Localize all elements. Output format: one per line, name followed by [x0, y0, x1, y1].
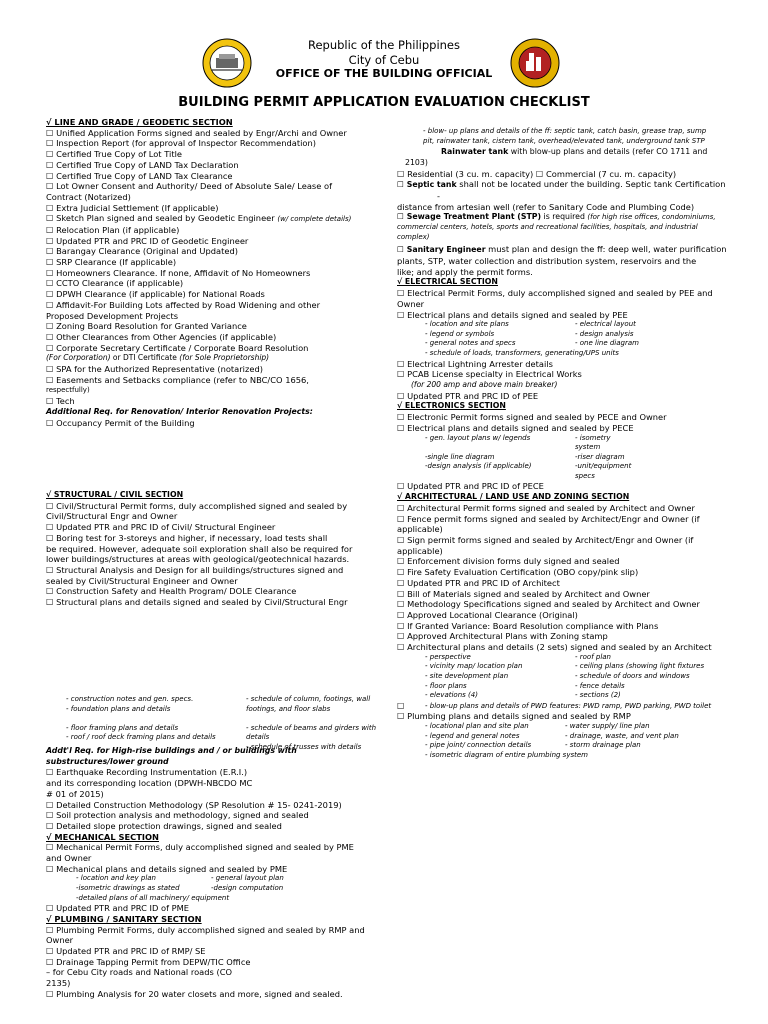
page-title: BUILDING PERMIT APPLICATION EVALUATION CHECKLIST	[178, 95, 590, 110]
checklist-line: - schedule of trusses with details	[246, 742, 362, 751]
checklist-line: - schedule of column, footings, wall	[246, 695, 371, 703]
checklist-line: ☐ Mechanical plans and details signed and sealed by PME	[46, 863, 288, 874]
checklist-line: and its corresponding location (DPWH-NBCDO MC	[46, 778, 253, 789]
plumbing-plans-item: ☐ Plumbing plans and details signed and sealed by RMP	[397, 711, 631, 722]
sketch-plan-item: ☐ Sketch Plan signed and sealed by Geodetic Engineer (w/ complete details)	[46, 213, 352, 224]
electronics-sub-details	[397, 434, 737, 482]
checklist-line	[211, 894, 351, 904]
checklist-line: ☐ Structural Analysis and Design for all buildings/structures signed and	[46, 564, 344, 575]
checklist-line: ☐ Detailed slope protection drawings, signed and sealed	[46, 820, 282, 831]
checklist-line: - pipe joint/ connection details	[425, 741, 532, 750]
checklist-line: ☐ Corporate Secretary Certificate / Corporate Board Resolution	[46, 342, 309, 353]
structural-items	[46, 501, 392, 608]
mechanical-sub-details	[46, 874, 392, 903]
stp-lines	[397, 223, 737, 242]
checklist-line: ☐ Civil/Structural Permit forms, duly accomplished signed and sealed by	[46, 500, 348, 511]
checklist-line: ☐ Architectural Permit forms signed and sealed by Architect and Owner	[397, 502, 695, 513]
checklist-line: ☐ Plumbing Analysis for 20 water closets and more, signed and sealed.	[46, 988, 343, 999]
checklist-line: - location and key plan	[76, 874, 156, 883]
electronics-items	[397, 412, 737, 433]
checklist-line: ☐ Fence permit forms signed and sealed by Architect/Engr and Owner (if	[397, 513, 700, 524]
checklist-line: ☐ Certified True Copy of Lot Title	[46, 149, 182, 160]
electrical-items-2	[397, 359, 737, 380]
checklist-line: - locational plan and site plan	[425, 722, 529, 731]
checklist-line: ☐ Certified True Copy of LAND Tax Declaration	[46, 159, 239, 170]
checklist-line: - electrical layout	[575, 320, 636, 329]
structural-plan-left	[66, 695, 246, 753]
checklist-line: commercial centers, hotels, sports and recreational facilities, hospitals, and industrial	[397, 223, 698, 232]
electrical-sub-details	[397, 320, 737, 358]
checklist-line: and Owner	[46, 853, 92, 864]
checklist-line: ☐ Electronic Permit forms signed and sealed by PECE and Owner	[397, 412, 667, 423]
checklist-line: -detailed plans of all machinery/ equipment	[76, 893, 230, 902]
checklist-line: complex)	[397, 232, 430, 241]
checklist-line: ☐ Relocation Plan (if applicable)	[46, 224, 180, 235]
checklist-line: Contract (Notarized)	[46, 191, 131, 202]
checklist-line: ☐ Updated PTR and PRC ID of Civil/ Structural Engineer	[46, 522, 276, 533]
right-column	[397, 127, 737, 760]
electrical-section-title: √ ELECTRICAL SECTION	[397, 277, 498, 287]
checklist-line: footings, and floor slabs	[246, 704, 331, 713]
dash-line: -	[437, 191, 440, 201]
checklist-line: sealed by Civil/Structural Engineer and Owner	[46, 575, 238, 586]
checklist-line: Owner	[397, 298, 425, 309]
pwd-features-item: ☐ - blow-up plans and details of PWD features: PWD ramp, PWD parking, PWD toilet	[397, 700, 712, 711]
highrise-heading: Addt'l Req. for High-rise buildings and / or buildings with	[46, 746, 297, 755]
checklist-line: ☐ Detailed Construction Methodology (SP Resolution # 15- 0241-2019)	[46, 799, 342, 810]
checklist-line: ☐ Inspection Report (for approval of Inspector Recommendation)	[46, 138, 316, 149]
checklist-line: - general notes and specs	[425, 339, 516, 348]
checklist-line: ☐ CCTO Clearance (if applicable)	[46, 278, 184, 289]
checklist-line: - legend and general notes	[425, 731, 520, 740]
checklist-line: - site development plan	[425, 671, 509, 680]
checklist-line: - gen. layout plans w/ legends	[425, 433, 531, 442]
checklist-line: ☐ Electrical Lightning Arrester details	[397, 358, 553, 369]
checklist-line: ☐ Fire Safety Evaluation Certification (OBO copy/pink slip)	[397, 567, 639, 578]
architectural-items	[397, 503, 737, 653]
checklist-line: pit, rainwater tank, cistern tank, overhead/elevated tank, underground tank STP	[423, 136, 705, 145]
renovation-heading: Additional Req. for Renovation/ Interior Renovation Projects:	[46, 406, 313, 416]
artesian-well-item: distance from artesian well (refer to Sanitary Code and Plumbing Code)	[397, 201, 695, 212]
checklist-line: ☐ Structural plans and details signed and sealed by Civil/Structural Engr	[46, 597, 348, 608]
checklist-line	[425, 443, 575, 453]
line-grade-section-title: √ LINE AND GRADE / GEODETIC SECTION	[46, 117, 233, 127]
structural-plan-details	[66, 695, 396, 753]
checklist-line: -riser diagram	[575, 452, 625, 461]
plumbing-plans-sub-left	[425, 722, 588, 760]
checklist-line: - design analysis	[575, 329, 634, 338]
checklist-line: ☐ Earthquake Recording Instrumentation (E.R.I.)	[46, 767, 248, 778]
architectural-sub-details	[397, 653, 737, 701]
checklist-line: ☐ Updated PTR and PRC ID of PEE	[397, 390, 539, 401]
occupancy-item: ☐ Occupancy Permit of the Building	[46, 417, 195, 428]
checklist-line: - schedule of doors and windows	[575, 671, 690, 680]
checklist-line: # 01 of 2015)	[46, 788, 104, 799]
line-grade-items	[46, 128, 392, 214]
electronics-section-title: √ ELECTRONICS SECTION	[397, 401, 506, 411]
checklist-line: ☐ Construction Safety and Health Program/ DOLE Clearance	[46, 586, 297, 597]
sanitary-lines	[397, 256, 737, 277]
checklist-line: - general layout plan	[211, 874, 284, 883]
structural-section	[46, 490, 392, 608]
checklist-line: - roof / roof deck framing plans and details	[66, 733, 216, 742]
plumbing-items	[46, 925, 392, 1000]
checklist-line: ☐ Enforcement division forms duly signed and sealed	[397, 556, 620, 567]
checklist-line	[575, 349, 695, 359]
checklist-line: applicable)	[397, 545, 443, 556]
checklist-line: - vicinity map/ location plan	[425, 662, 523, 671]
checklist-line: - schedule of beams and girders with	[246, 723, 377, 732]
stp-item: ☐ Sewage Treatment Plant (STP) is required (for high rise offices, condominiums,	[397, 212, 716, 222]
mechanical-ptr-item: ☐ Updated PTR and PRC ID of PME	[46, 903, 190, 914]
checklist-line: ☐ Electrical plans and details signed and sealed by PECE	[397, 422, 634, 433]
checklist-line: ☐ Updated PTR and PRC ID of Geodetic Engineer	[46, 235, 249, 246]
checklist-line: system	[575, 443, 601, 452]
checklist-line: - isometry	[575, 433, 611, 442]
checklist-line: ☐ Certified True Copy of LAND Tax Clearance	[46, 170, 233, 181]
checklist-line: plants, STP, water collection and distribution system, reservoirs and the	[397, 256, 697, 266]
line-grade-items-3	[46, 364, 392, 385]
header-city: City of Cebu	[348, 53, 420, 67]
checklist-line: ☐ Drainage Tapping Permit from DEPW/TIC Office	[46, 956, 251, 967]
checklist-line: lower buildings/structures at areas with geological/geotechnical hazards.	[46, 554, 350, 565]
checklist-line: ☐ DPWH Clearance (if applicable) for National Roads	[46, 289, 265, 300]
header-office: OFFICE OF THE BUILDING OFFICIAL	[275, 67, 493, 80]
highrise-heading-2: substructures/lower ground	[46, 756, 169, 766]
checklist-line: ☐ SPA for the Authorized Representative (notarized)	[46, 364, 263, 375]
checklist-line: ☐ Lot Owner Consent and Authority/ Deed of Absolute Sale/ Lease of	[46, 181, 332, 192]
plumbing-section-title: √ PLUMBING / SANITARY SECTION	[46, 913, 202, 924]
checklist-line: - fence details	[575, 681, 625, 690]
checklist-line: - perspective	[425, 652, 471, 661]
checklist-line: ☐ Approved Locational Clearance (Original)	[397, 609, 578, 620]
mechanical-sub-left	[76, 874, 230, 903]
rainwater-item-cont: 2103)	[405, 157, 428, 167]
checklist-line: - floor framing plans and details	[66, 723, 179, 732]
checklist-line: - ceiling plans (showing light fixtures	[575, 662, 705, 671]
checklist-line: - blow- up plans and details of the ff: septic tank, catch basin, grease trap, sump	[423, 127, 707, 135]
checklist-line: - legend or symbols	[425, 329, 495, 338]
rainwater-item: Rainwater tank with blow-up plans and details (refer CO 1711 and	[441, 147, 708, 157]
structural-plan-right	[246, 695, 396, 753]
checklist-line: applicable)	[397, 524, 443, 535]
checklist-line: -isometric drawings as stated	[76, 884, 180, 893]
checklist-line: ☐ Other Clearances from Other Agencies (if applicable)	[46, 331, 277, 342]
checklist-line: - water supply/ line plan	[565, 722, 650, 731]
checklist-line: ☐ Sign permit forms signed and sealed by Architect/Engr and Owner (if	[397, 535, 694, 545]
highrise-section	[46, 746, 392, 1000]
structural-section-title: √ STRUCTURAL / CIVIL SECTION	[46, 490, 184, 499]
plumbing-plans-sub-right	[565, 722, 725, 760]
plumbing-plans-sub-details	[397, 722, 737, 760]
checklist-line: - location and site plans	[425, 320, 509, 329]
mechanical-items	[46, 842, 392, 874]
mechanical-sub-right	[211, 874, 351, 903]
checklist-line: be required. However, adequate soil exploration shall also be required for	[46, 543, 353, 554]
checklist-line: Owner	[46, 935, 74, 946]
electrical-items	[397, 288, 737, 320]
tech-item: ☐ Tech	[46, 396, 75, 407]
architectural-sub-right	[575, 653, 735, 701]
electrical-sub-right	[575, 320, 695, 358]
checklist-line: ☐ Affidavit-For Building Lots affected by Road Widening and other	[46, 299, 321, 310]
respectfully-note: respectfully)	[46, 386, 90, 395]
checklist-line: - one line diagram	[575, 339, 639, 348]
checklist-line: Proposed Development Projects	[46, 310, 179, 321]
checklist-line: ☐ Boring test for 3-storeys and higher, if necessary, load tests shall	[46, 532, 328, 543]
architectural-section-title: √ ARCHITECTURAL / LAND USE AND ZONING SECTION	[397, 492, 630, 502]
header-republic: Republic of the Philippines	[307, 38, 461, 52]
amp-note: (for 200 amp and above main breaker)	[411, 380, 558, 389]
left-column	[46, 117, 392, 428]
electronics-ptr-item: ☐ Updated PTR and PRC ID of PECE	[397, 481, 544, 492]
line-grade-items-2	[46, 225, 392, 353]
checklist-line: ☐ Updated PTR and PRC ID of RMP/ SE	[46, 946, 206, 957]
checklist-line: ☐ Barangay Clearance (Original and Updated)	[46, 246, 238, 257]
checklist-line: -design computation	[211, 884, 284, 893]
checklist-line: ☐ Soil protection analysis and methodology, signed and sealed	[46, 810, 309, 821]
septic-tank-item: ☐ Septic tank shall not be located under the building. Septic tank Certification	[397, 179, 726, 190]
architectural-sub-left	[425, 653, 575, 701]
electronics-sub-left	[425, 434, 575, 482]
checklist-line	[425, 472, 575, 482]
corporation-note: (For Corporation) or DTI Certificate (for Sole Proprietorship)	[46, 353, 270, 363]
checklist-line: - elevations (4)	[425, 691, 478, 700]
electronics-sub-right	[575, 434, 695, 482]
checklist-line: ☐ Mechanical Permit Forms, duly accomplished signed and sealed by PME	[46, 842, 354, 853]
sanitary-engineer-item: ☐ Sanitary Engineer must plan and design the ff: deep well, water purification	[397, 244, 727, 255]
checklist-line: specs	[575, 471, 595, 480]
checklist-line: like; and apply the permit forms.	[397, 266, 533, 277]
checklist-line	[565, 751, 725, 761]
checklist-line: ☐ Zoning Board Resolution for Granted Variance	[46, 321, 247, 332]
checklist-line: - schedule of loads, transformers, generating/UPS units	[425, 349, 619, 357]
checklist-line: -design analysis (if applicable)	[425, 462, 532, 471]
checklist-line: - foundation plans and details	[66, 704, 171, 713]
checklist-line: - isometric diagram of entire plumbing system	[425, 750, 588, 759]
checklist-line: ☐ If Granted Variance: Board Resolution compliance with Plans	[397, 620, 659, 631]
checklist-line: -unit/equipment	[575, 462, 632, 471]
checklist-line: ☐ Electrical Permit Forms, duly accomplished signed and sealed by PEE and	[397, 288, 713, 299]
checklist-line: - storm drainage plan	[565, 741, 641, 750]
checklist-line: ☐ Methodology Specifications signed and sealed by Architect and Owner	[397, 599, 700, 610]
checklist-line: - sections (2)	[575, 691, 621, 700]
checklist-line: - drainage, waste, and vent plan	[565, 731, 679, 740]
checklist-line: ☐ Easements and Setbacks compliance (refer to NBC/CO 1656,	[46, 374, 309, 385]
checklist-line: ☐ Homeowners Clearance. If none, Affidavit of No Homeowners	[46, 267, 311, 278]
checklist-line: ☐ Extra Judicial Settlement (If applicable)	[46, 202, 219, 213]
checklist-line: -single line diagram	[425, 452, 495, 461]
checklist-line: - construction notes and gen. specs.	[66, 695, 194, 703]
electrical-items-3	[397, 391, 737, 402]
checklist-line	[66, 714, 246, 724]
checklist-line: ☐ SRP Clearance (If applicable)	[46, 257, 177, 268]
checklist-line: ☐ PCAB License specialty in Electrical Works	[397, 369, 582, 380]
highrise-items	[46, 767, 392, 831]
mechanical-section-title: √ MECHANICAL SECTION	[46, 831, 159, 842]
checklist-line: ☐ Electrical plans and details signed and sealed by PEE	[397, 309, 628, 320]
checklist-line: – for Cebu City roads and National roads (CO	[46, 967, 233, 978]
checklist-line: 2135)	[46, 978, 71, 989]
checklist-line: ☐ Unified Application Forms signed and sealed by Engr/Archi and Owner	[46, 127, 347, 138]
checklist-line: Civil/Structural Engr and Owner	[46, 511, 178, 522]
tank-capacity-item: ☐ Residential (3 cu. m. capacity) ☐ Commercial (7 cu. m. capacity)	[397, 168, 677, 179]
checklist-line	[246, 714, 396, 724]
checklist-line: details	[246, 733, 270, 742]
checklist-line: ☐ Bill of Materials signed and sealed by Architect and Owner	[397, 588, 650, 599]
septic-notes	[397, 127, 737, 146]
checklist-line: - floor plans	[425, 681, 467, 690]
checklist-line: - roof plan	[575, 652, 611, 661]
checklist-line: ☐ Plumbing Permit Forms, duly accomplished signed and sealed by RMP and	[46, 924, 365, 935]
checklist-line: ☐ Approved Architectural Plans with Zoning stamp	[397, 631, 608, 642]
checklist-line: ☐ Updated PTR and PRC ID of Architect	[397, 577, 560, 588]
checklist-line: ☐ Architectural plans and details (2 sets) signed and sealed by an Architect	[397, 642, 712, 653]
